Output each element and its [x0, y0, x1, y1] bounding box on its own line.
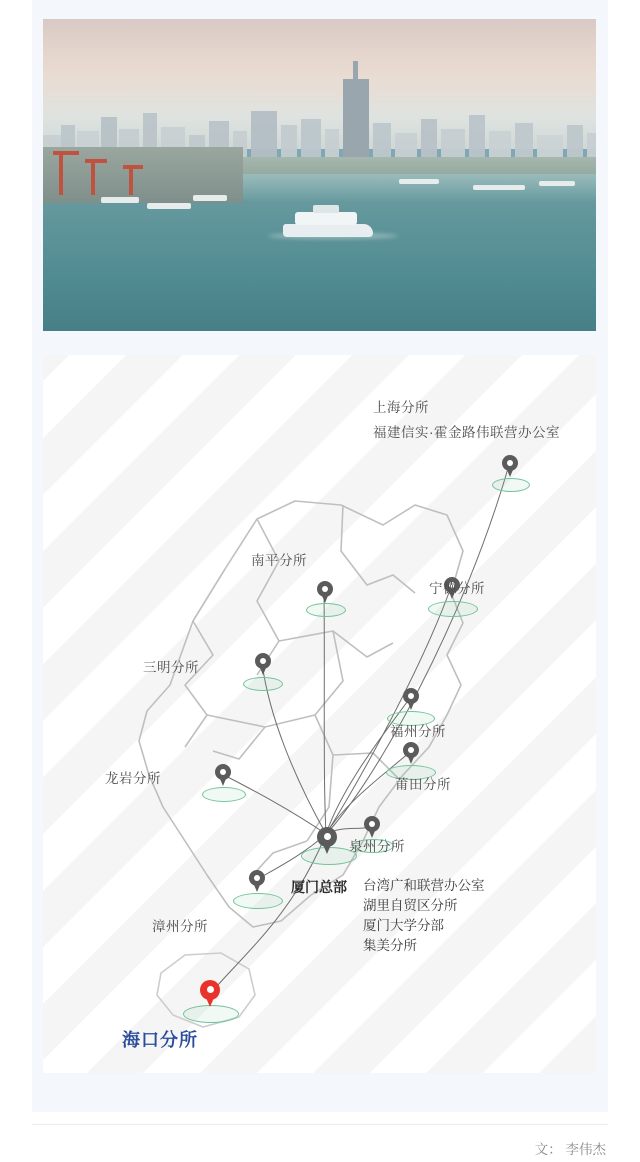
hero-photo [43, 19, 596, 331]
map-pin-zhangzhou[interactable] [249, 870, 265, 892]
map-label-longyan: 龙岩分所 [105, 771, 161, 786]
map-pin-sanming[interactable] [255, 653, 271, 675]
office-item-huli: 湖里自贸区分所 [363, 898, 458, 913]
map-pin-haikou[interactable] [200, 980, 220, 1007]
map-label-shanghai: 上海分所 [373, 400, 429, 415]
map-label-quanzhou: 泉州分所 [349, 839, 405, 854]
map-label-shanghai-office: 福建信实·霍金路伟联营办公室 [373, 425, 560, 440]
marker-halo [183, 1005, 239, 1023]
map-label-putian: 莆田分所 [395, 777, 451, 792]
xiamen-office-list [363, 876, 485, 956]
map-pin-shanghai[interactable] [502, 455, 518, 477]
map-label-zhangzhou: 漳州分所 [152, 919, 208, 934]
marker-halo [428, 601, 478, 617]
map-label-sanming: 三明分所 [143, 660, 199, 675]
marker-halo [233, 893, 283, 909]
map-pin-xiamen-hq[interactable] [317, 827, 337, 854]
marker-halo [243, 677, 283, 691]
branch-map [43, 355, 596, 1073]
marker-halo [492, 478, 530, 492]
map-label-xiamen-hq: 厦门总部 [291, 879, 347, 895]
map-label-haikou: 海口分所 [122, 1030, 198, 1050]
office-item-university: 厦门大学分部 [363, 918, 444, 933]
footer-divider [32, 1124, 608, 1125]
map-pin-fuzhou[interactable] [403, 688, 419, 710]
marker-halo [202, 787, 246, 802]
photo-ferry [283, 205, 373, 237]
office-item-jimei: 集美分所 [363, 938, 417, 953]
office-item-taiwan: 台湾广和联营办公室 [363, 878, 485, 893]
map-pin-putian[interactable] [403, 742, 419, 764]
map-label-nanping: 南平分所 [251, 553, 307, 568]
map-label-ningde: 宁德分所 [429, 581, 485, 596]
map-label-fuzhou: 福州分所 [390, 724, 446, 739]
article-byline: 文： 李伟杰 [534, 1142, 606, 1157]
map-pin-nanping[interactable] [317, 581, 333, 603]
marker-halo [306, 603, 346, 617]
map-pin-longyan[interactable] [215, 764, 231, 786]
